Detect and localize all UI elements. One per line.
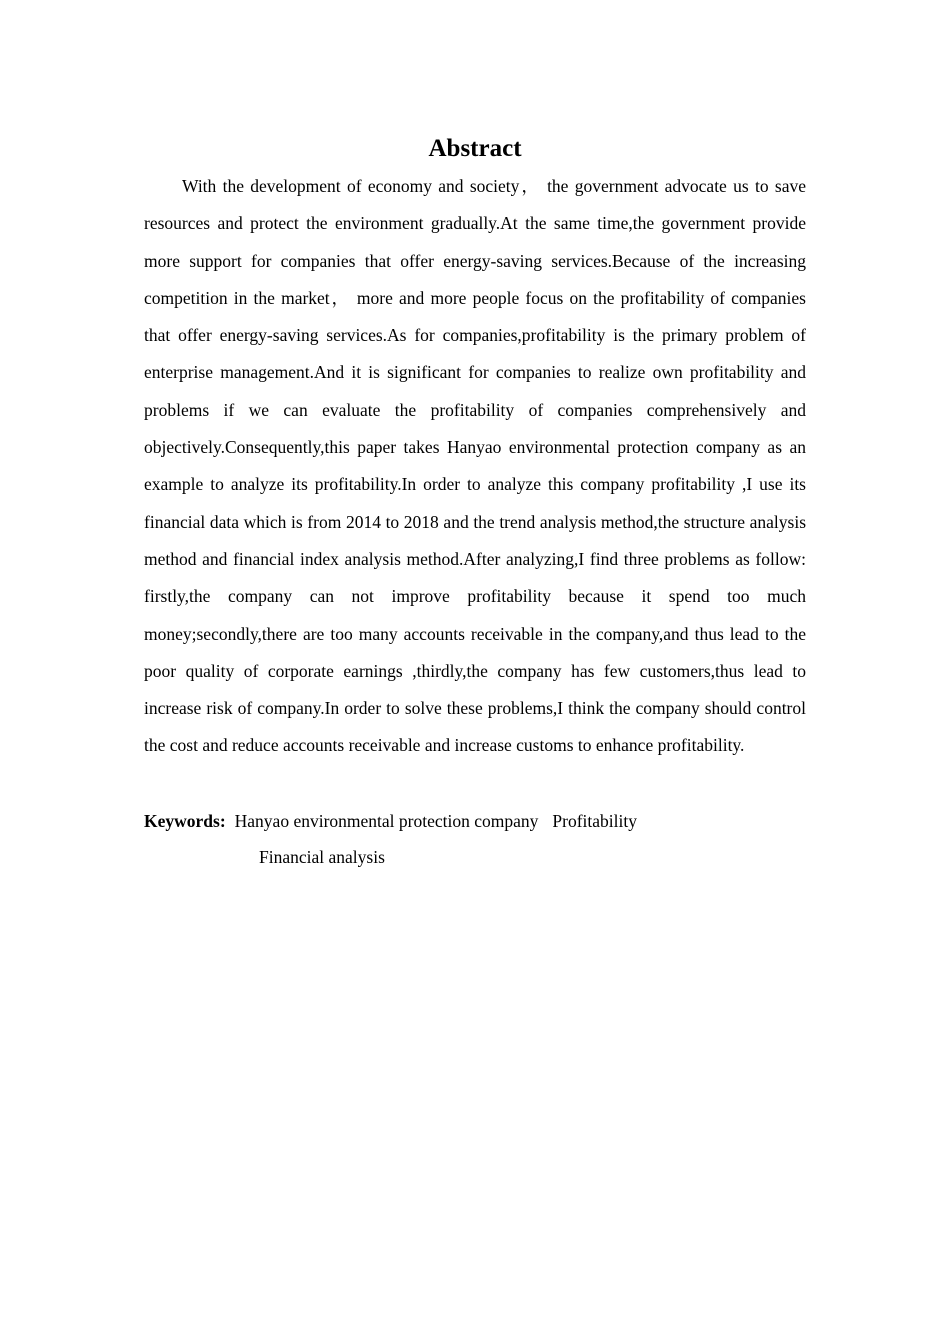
keywords-row (144, 803, 806, 839)
keywords-label: Keywords: (144, 810, 226, 831)
keywords-block (144, 803, 806, 875)
keywords-row-continued (144, 839, 806, 875)
keyword-item: Hanyao environmental protection company (234, 810, 539, 831)
abstract-title: Abstract (428, 135, 522, 162)
keyword-item: Financial analysis (259, 846, 385, 867)
abstract-section (144, 132, 806, 875)
abstract-body: With the development of economy and society， the government advocate us to save resources and protect the environment gradually.At the same time,the government provide more support for companies that offer energy-saving services.Because of the increasing competition in the market， more and more people focus on the profitability of companies that offer energy-saving services.As for companies,profitability is the primary problem of enterprise management.And it is significant for companies to realize own profitability and problems if we can evaluate the profitability of companies comprehensively and objectively.Consequently,this paper takes Hanyao environmental protection company as an example to analyze its profitability.In order to analyze this company profitability ,I use its financial data which is from 2014 to 2018 and the trend analysis method,the structure analysis method and financial index analysis method.After analyzing,I find three problems as follow: firstly,the company can not improve profitability because it spend too much money;secondly,there are too many accounts receivable in the company,and thus lead to the poor quality of corporate earnings ,thirdly,the company has few customers,thus lead to increase risk of company.In order to solve these problems,I think the company should control the cost and reduce accounts receivable and increase customs to enhance profitability. (144, 176, 806, 756)
keyword-item: Profitability (552, 810, 637, 831)
